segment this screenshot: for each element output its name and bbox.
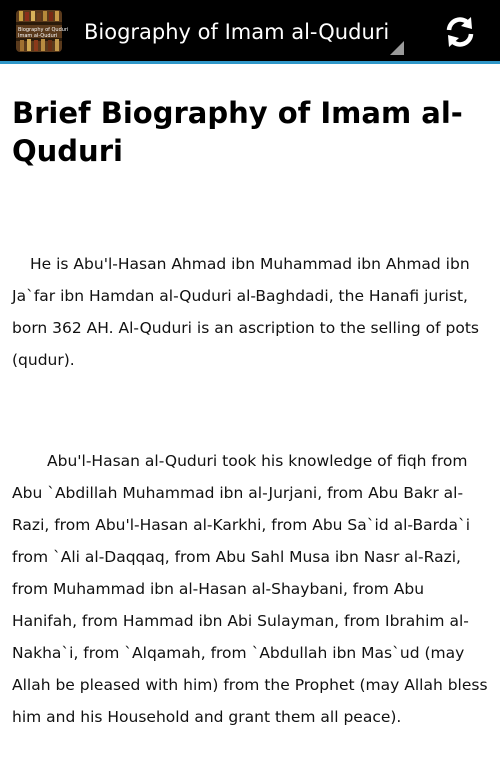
book-decoration: [34, 40, 38, 51]
article-heading: Brief Biography of Imam al-Quduri: [12, 96, 463, 168]
action-bar: [0, 0, 500, 64]
book-decoration: [37, 13, 41, 21]
book-decoration: [31, 11, 35, 21]
book-decoration: [20, 40, 24, 51]
refresh-icon[interactable]: [441, 13, 479, 51]
book-decoration: [27, 39, 31, 51]
book-decoration: [19, 11, 23, 21]
book-decoration: [55, 39, 59, 51]
book-decoration: [25, 12, 29, 21]
book-decoration: [49, 12, 53, 21]
refresh-icon-graphic: [441, 13, 479, 51]
app-icon[interactable]: [16, 10, 69, 52]
action-bar-title[interactable]: Biography of Imam al-Quduri: [84, 20, 390, 44]
book-decoration: [48, 40, 52, 51]
dropdown-indicator-icon[interactable]: [390, 41, 404, 55]
app-icon-caption-line: Imam al-Quduri: [18, 33, 58, 39]
article-paragraph: He is Abu'l-Hasan Ahmad ibn Muhammad ibn Ahmad ibn Ja`far ibn Hamdan al-Quduri al-Baghdadi, the Hanafi jurist, born 362 AH. Al-Quduri is an ascription to the selling of pots (qudur).: [12, 255, 479, 369]
book-decoration: [41, 39, 45, 51]
app-icon-caption: [18, 27, 68, 39]
book-decoration: [43, 11, 47, 21]
shelf-decoration: [16, 22, 62, 25]
book-decoration: [55, 11, 59, 21]
app-icon-caption-line: Biography of Quduri: [18, 27, 69, 33]
article-paragraph: Abu'l-Hasan al-Quduri took his knowledge of fiqh from Abu `Abdillah Muhammad ibn al-Jurjani, from Abu Bakr al-Razi, from Abu'l-Hasan al-Karkhi, from Abu Sa`id al-Barda`i from `Ali al-Daqqaq, from Abu Sahl Musa ibn Nasr al-Razi, from Muhammad ibn al-Hasan al-Shaybani, from Abu Hanifah, from Hammad ibn Abi Sulayman, from Ibrahim al-Nakha`i, from `Alqamah, from `Abdullah ibn Mas`ud (may Allah be pleased with him) from the Prophet (may Allah bless him and his Household and grant them all peace).: [12, 452, 488, 726]
